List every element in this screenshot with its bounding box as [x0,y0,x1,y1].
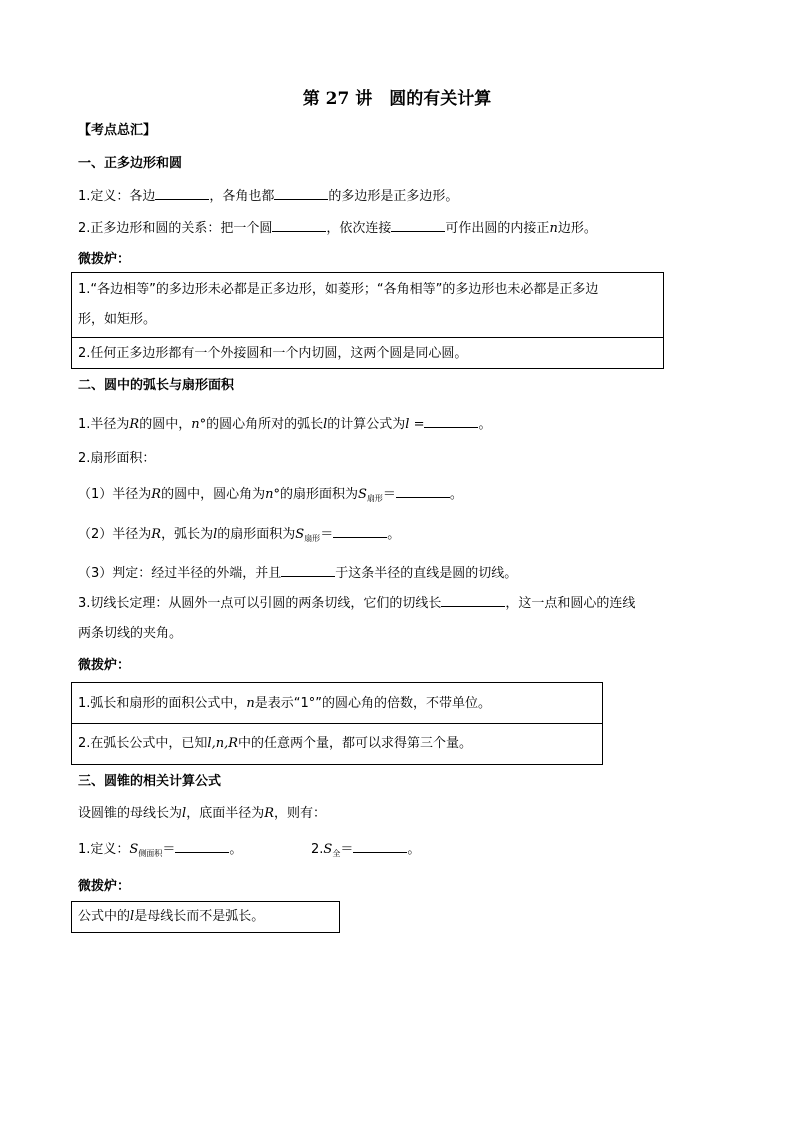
fill-blank[interactable] [274,187,328,200]
text: 的多边形是正多边形。 [328,189,459,204]
section1-item2 [78,219,597,238]
section2-item2: 2.扇形面积： [78,451,156,466]
text: 公式中的 [78,909,131,924]
fill-blank[interactable] [353,840,407,853]
tip-box [71,682,603,765]
text: 。 [407,842,421,857]
fill-blank[interactable] [281,564,335,577]
text: ＝ [162,842,176,857]
text: ，这一点和圆心的连线 [505,596,636,611]
tip-text: 形，如矩形。 [78,312,157,327]
math-var: l [323,417,328,432]
math-var: l [213,527,218,542]
tip-box [71,272,664,369]
text: ，底面半径为 [186,806,265,821]
text: 是表示“1°”的圆心角的倍数，不带单位。 [254,696,492,711]
math-var: R [151,527,162,542]
text: （3）判定：经过半径的外端，并且 [78,566,282,581]
subscript: 扇形 [304,534,321,543]
text: 的扇形面积为 [279,487,358,502]
section2-item3-line2: 两条切线的夹角。 [78,626,183,641]
math-var: R [264,806,274,821]
text: 1.定义：各边 [78,189,156,204]
subscript: 扇形 [366,494,383,503]
text: 可作出圆的内接正 [445,221,550,236]
text: ＝ [382,487,396,502]
fill-blank[interactable] [272,219,326,232]
text: （1）半径为 [78,487,152,502]
text: 的圆中，圆心角为 [161,487,266,502]
section2-item3 [78,594,635,613]
text: 的圆中， [139,417,192,432]
tip-label: 微拨炉： [78,252,131,267]
section2-item1 [78,415,492,434]
section1-item1 [78,187,458,206]
section3-def [78,840,242,863]
text: 2.正多边形和圆的关系：把一个圆 [78,221,273,236]
subscript: 侧面积 [138,849,163,858]
fill-blank[interactable] [396,485,450,498]
text: 中的任意两个量，都可以求得第三个量。 [238,736,473,751]
text: ，则有： [274,806,327,821]
tip-text [72,908,339,926]
math-var: S [323,842,333,857]
text: ＝ [340,842,354,857]
tip-label: 微拨炉： [78,879,131,894]
fill-blank[interactable] [441,594,505,607]
math-var: n° [265,487,280,502]
section3-heading: 三、圆锥的相关计算公式 [78,774,222,789]
section3-intro [78,805,326,823]
math-var: R [129,417,140,432]
fill-blank[interactable] [333,525,387,538]
summary-heading: 【考点总汇】 [78,123,157,138]
text: ＝ [320,527,334,542]
section2-heading: 二、圆中的弧长与扇形面积 [78,378,235,393]
text: 的圆心角所对的弧长 [206,417,324,432]
page-title: 第 27 讲 圆的有关计算 [302,89,492,109]
text: 是母线长而不是弧长。 [134,909,265,924]
subscript: 全 [332,849,341,858]
tip-box [71,901,340,933]
math-var: n [549,221,558,236]
fill-blank[interactable] [424,415,478,428]
text: ，各角也都 [209,189,275,204]
section3-total [311,840,420,863]
divider [72,337,663,338]
text: 2. [311,842,324,857]
section2-sub3 [78,564,517,583]
text: 2.在弧长公式中，已知 [78,736,208,751]
text: 设圆锥的母线长为 [78,806,183,821]
divider [72,723,602,724]
text: 于这条半径的直线是圆的切线。 [335,566,518,581]
math-var: l,n,R [207,736,238,751]
text: （2）半径为 [78,527,152,542]
math-var: l [182,806,187,821]
fill-blank[interactable] [175,840,229,853]
math-var: S [129,842,139,857]
math-var: R [151,487,162,502]
text: 。 [478,417,492,432]
tip-text: 1.“各边相等”的多边形未必都是正多边形，如菱形；“各角相等”的多边形也未必都是正多边 [78,282,599,297]
math-expr: l = [405,417,425,432]
fill-blank[interactable] [391,219,445,232]
tip-text [72,695,602,713]
section1-heading: 一、正多边形和圆 [78,156,183,171]
section2-sub1 [78,485,463,508]
text: 。 [449,487,463,502]
math-var: n° [191,417,207,432]
text: 。 [387,527,401,542]
text: 的扇形面积为 [217,527,296,542]
tip-text: 2.任何正多边形都有一个外接圆和一个内切圆，这两个圆是同心圆。 [78,346,468,361]
text: 边形。 [557,221,597,236]
math-var: S [357,487,367,502]
text: ，弧长为 [161,527,214,542]
math-var: n [246,696,255,711]
text: 1.半径为 [78,417,130,432]
text: 3.切线长定理：从圆外一点可以引圆的两条切线，它们的切线长 [78,596,442,611]
tip-label: 微拨炉： [78,658,131,673]
text: 1.定义： [78,842,130,857]
section2-sub2 [78,525,400,548]
math-var: S [295,527,305,542]
math-var: l [130,909,135,924]
fill-blank[interactable] [155,187,209,200]
text: ，依次连接 [326,221,392,236]
text: 。 [229,842,243,857]
tip-text [72,735,602,753]
text: 的计算公式为 [327,417,406,432]
text: 1.弧长和扇形的面积公式中， [78,696,247,711]
